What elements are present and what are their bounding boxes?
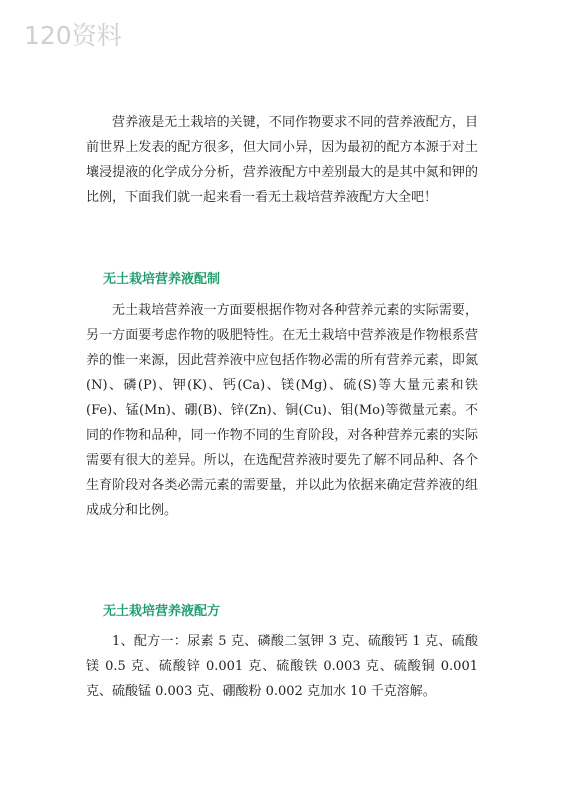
section-heading-formula: 无土栽培营养液配方 [103,604,221,619]
section-paragraph-preparation: 无土栽培营养液一方面要根据作物对各种营养元素的实际需要，另一方面要考虑作物的吸肥特性。在无土栽培中营养液是作物根系营养的惟一来源，因此营养液中应包括作物必需的所有营养元素，即氮(N)、磷(P)、钾(K)、钙(Ca)、镁(Mg)、硫(S)等大量元素和铁(Fe)、锰(Mn)、硼(B)、锌(Zn)、铜(Cu)、钼(Mo)等微量元素。不同的作物和品种，同一作物不同的生育阶段，对各种营养元素的实际需要有很大的差异。所以，在选配营养液时要先了解不同品种、各个生育阶段对各类必需元素的需要量，并以此为依据来确定营养液的组成成分和比例。 [86,303,478,518]
intro-paragraph: 营养液是无土栽培的关键，不同作物要求不同的营养液配方，目前世界上发表的配方很多，但大同小异，因为最初的配方本源于对土壤浸提液的化学成分分析，营养液配方中差别最大的是其中氮和钾的比例，下面我们就一起来看一看无土栽培营养液配方大全吧！ [86,115,478,205]
watermark-logo: 120资料 [24,21,122,50]
section-paragraph-formula: 1、配方一：尿素 5 克、磷酸二氢钾 3 克、硫酸钙 1 克、硫酸镁 0.5 克、硫酸锌 0.001 克、硫酸铁 0.003 克、硫酸铜 0.001 克、硫酸锰 0.003 克、硼酸粉 0.002 克加水 10 千克溶解。 [86,634,478,699]
document-body [86,110,478,699]
section-heading-preparation: 无土栽培营养液配制 [103,272,221,287]
